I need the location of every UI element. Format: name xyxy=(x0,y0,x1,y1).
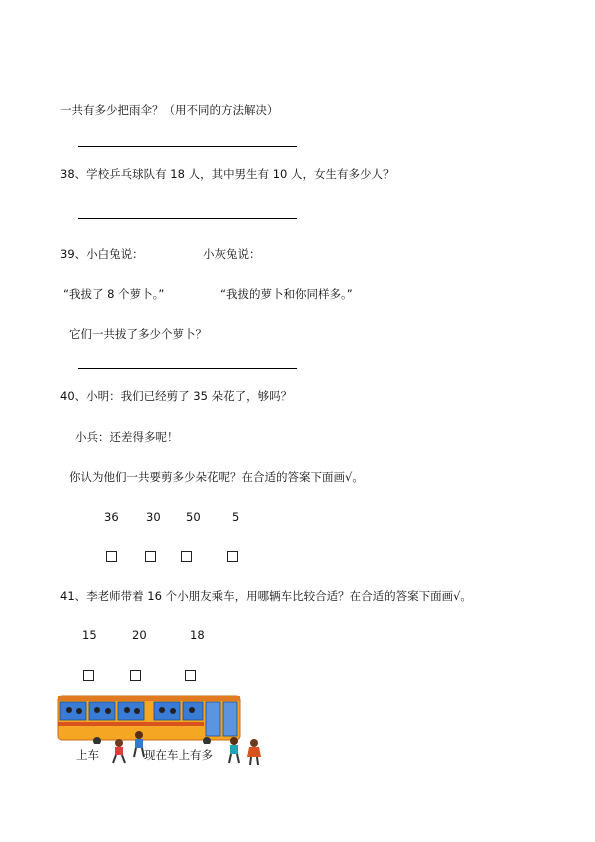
option-40-d: 5 xyxy=(232,510,240,524)
question-38: 38、学校乒乓球队有 18 人，其中男生有 10 人，女生有多少人？ xyxy=(60,167,395,181)
checkbox-41-b[interactable] xyxy=(130,670,141,681)
answer-line-37[interactable] xyxy=(78,146,297,147)
xiaobing-reply: 小兵：还差得多呢！ xyxy=(75,430,179,444)
option-41-c: 18 xyxy=(190,628,205,642)
child-figure-3 xyxy=(223,736,245,764)
question-40-title: 40、小明：我们已经剪了 35 朵花了，够吗？ xyxy=(60,389,293,403)
answer-line-38[interactable] xyxy=(78,218,297,219)
white-rabbit-quote: “我拔了 8 个萝卜。” xyxy=(63,287,165,301)
option-40-c: 50 xyxy=(186,510,201,524)
child-figure-4 xyxy=(243,738,265,766)
checkbox-40-b[interactable] xyxy=(145,551,156,562)
option-41-a: 15 xyxy=(82,628,97,642)
question-40-question: 你认为他们一共要剪多少朵花呢？在合适的答案下面画√。 xyxy=(69,470,364,484)
checkbox-40-a[interactable] xyxy=(106,551,117,562)
checkbox-41-a[interactable] xyxy=(83,670,94,681)
gray-rabbit-quote: “我拔的萝卜和你同样多。” xyxy=(220,287,353,301)
bus-label-left: 上车 xyxy=(76,748,99,762)
bus-label-right: 现在车上有多 xyxy=(144,748,213,762)
question-39-question: 它们一共拔了多少个萝卜？ xyxy=(69,327,207,341)
gray-rabbit-label: 小灰兔说： xyxy=(203,247,261,261)
child-figure-2 xyxy=(128,730,150,758)
checkbox-40-c[interactable] xyxy=(181,551,192,562)
option-40-a: 36 xyxy=(104,510,119,524)
question-37-tail: 一共有多少把雨伞？（用不同的方法解决） xyxy=(60,103,279,117)
checkbox-40-d[interactable] xyxy=(227,551,238,562)
checkbox-41-c[interactable] xyxy=(185,670,196,681)
option-40-b: 30 xyxy=(146,510,161,524)
question-41-title: 41、李老师带着 16 个小朋友乘车，用哪辆车比较合适？在合适的答案下面画√。 xyxy=(60,589,472,603)
option-41-b: 20 xyxy=(132,628,147,642)
question-39-title: 39、小白兔说： xyxy=(60,247,144,261)
child-figure-1 xyxy=(108,738,130,764)
answer-line-39[interactable] xyxy=(78,368,297,369)
bus-illustration xyxy=(57,694,243,744)
